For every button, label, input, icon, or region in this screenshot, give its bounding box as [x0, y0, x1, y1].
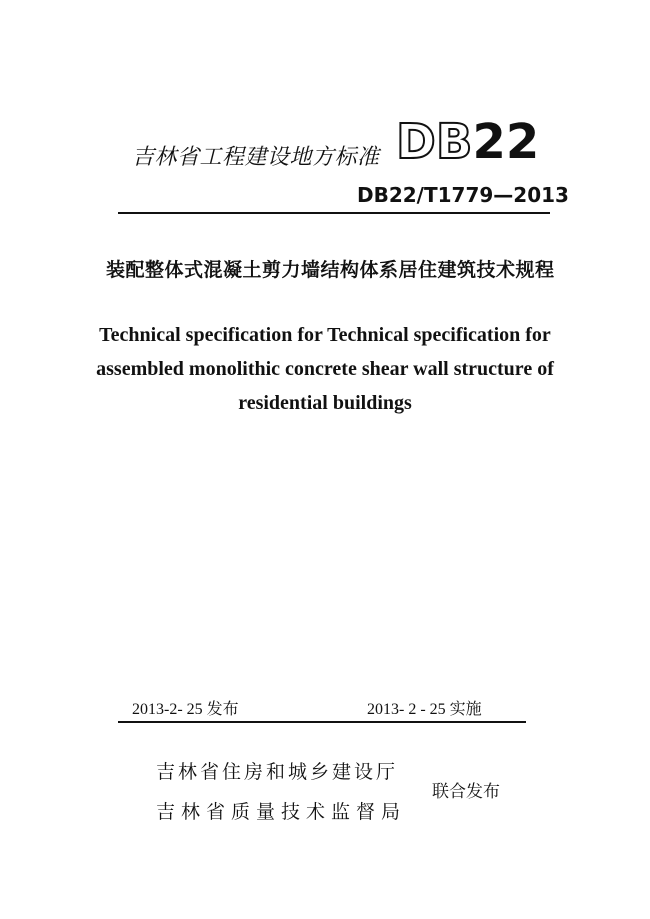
chinese-title: 装配整体式混凝土剪力墙结构体系居住建筑技术规程	[106, 259, 555, 281]
english-title	[80, 318, 570, 420]
english-title-line-3: residential buildings	[238, 392, 412, 414]
english-title-line-2: assembled monolithic concrete shear wall structure of	[96, 358, 554, 380]
implementation-date: 2013- 2 - 25 实施	[367, 701, 482, 718]
issuer-housing-dept: 吉林省住房和城乡建设厅	[156, 761, 399, 783]
db-code-prefix: DB	[396, 114, 473, 170]
provincial-standard-label: 吉林省工程建设地方标准	[132, 145, 380, 170]
db-code	[396, 116, 539, 168]
bottom-divider	[118, 721, 526, 723]
joint-issue-label: 联合发布	[432, 782, 500, 802]
issue-date: 2013-2- 25 发布	[132, 701, 239, 718]
db-code-suffix: 22	[472, 114, 540, 170]
issuer-quality-bureau: 吉林省质量技术监督局	[156, 801, 407, 823]
english-title-line-1: Technical specification for Technical specification for	[99, 324, 551, 346]
top-divider	[118, 212, 550, 214]
standard-number: DB22/T1779—2013	[357, 183, 569, 207]
